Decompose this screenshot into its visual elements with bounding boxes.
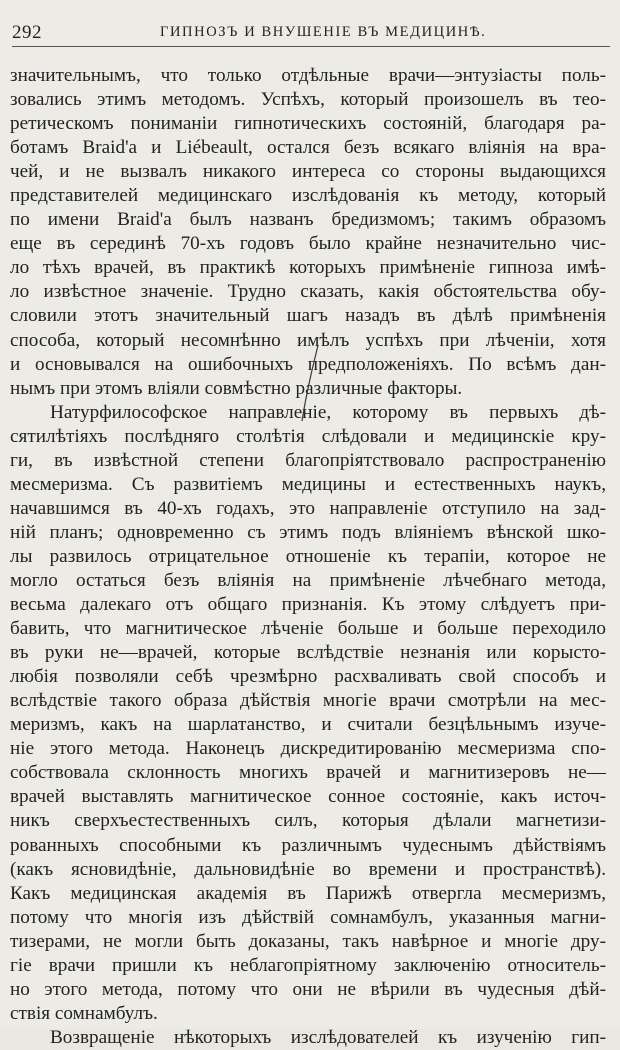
text-line: весьма далекаго отъ общаго признанія. Къ этому слѣдуетъ при-: [10, 594, 606, 616]
text-line: значительнымъ, что только отдѣльные врачи—энтузіасты поль-: [10, 65, 606, 86]
text-line: гіе врачи пришли къ неблагопріятному заключенію относитель-: [10, 954, 606, 976]
paragraph-first-line: Возвращеніе нѣкоторыхъ изслѣдователей къ изученію гип-: [50, 1026, 606, 1048]
paragraph-end-line: ствія сомнамбулъ.: [10, 1002, 158, 1024]
text-line: любія позволяли себѣ чрезмѣрно расхваливать свой способъ и: [10, 666, 606, 688]
text-line: сятилѣтіяхъ послѣдняго столѣтія слѣдовали и медицинскіе кру-: [10, 425, 606, 447]
running-head: [12, 22, 612, 46]
text-line: словили этотъ значительный шагъ назадъ въ дѣлѣ примѣненія: [10, 305, 606, 327]
text-line: способа, который несомнѣнно имѣлъ успѣхъ при лѣченіи, хотя: [10, 329, 606, 351]
paragraph-end-line: нымъ при этомъ вліяли совмѣстно различные факторы.: [10, 377, 463, 399]
body-text: [10, 64, 606, 1050]
text-line: ніе этого метода. Наконецъ дискредитированію месмеризма спо-: [10, 738, 606, 760]
running-title: ГИПНОЗЪ И ВНУШЕНІЕ ВЪ МЕДИЦИНѢ.: [160, 24, 487, 40]
page-number: 292: [12, 22, 42, 43]
text-line: въ руки не—врачей, которые вслѣдствіе незнанія или корысто-: [10, 642, 606, 664]
text-line: никъ сверхъестественныхъ силъ, которыя дѣлали магнетизи-: [10, 810, 606, 832]
text-line: (какъ ясновидѣніе, дальновидѣніе во времени и пространствѣ).: [10, 858, 606, 880]
text-line: представителей медицинскаго изслѣдованія къ методу, который: [10, 185, 606, 207]
text-line: ній планъ; одновременно съ этимъ подъ вліяніемъ вѣнской шко-: [10, 521, 606, 543]
text-line: еще въ серединѣ 70-хъ годовъ было крайне незначительно чис-: [10, 233, 606, 255]
text-line: ботамъ Braid'а и Liébeault, остался безъ всякаго вліянія на вра-: [10, 137, 606, 159]
text-line: могло остаться безъ вліянія на примѣненіе лѣчебнаго метода,: [10, 569, 606, 591]
text-line: тизерами, не могли быть доказаны, такъ навѣрное и многіе дру-: [10, 930, 606, 952]
paragraph-first-line: Натурфилософское направленіе, которому въ первыхъ дѣ-: [50, 401, 606, 423]
text-line: собствовала склонность многихъ врачей и магнитизеровъ не—: [10, 762, 606, 784]
text-line: и основывался на ошибочныхъ предположеніяхъ. По всѣмъ дан-: [10, 353, 606, 375]
header-rule: [12, 46, 610, 47]
text-line: меризмъ, какъ на шарлатанство, и считали безцѣльнымъ изуче-: [10, 714, 606, 736]
text-line: ги, въ извѣстной степени благопріятствовало распространенію: [10, 449, 606, 471]
text-line: лы развилось отрицательное отношеніе къ терапіи, которое не: [10, 545, 606, 567]
text-line: рованныхъ способными къ различнымъ чудеснымъ дѣйствіямъ: [10, 834, 606, 856]
text-line: месмеризма. Съ развитіемъ медицины и естественныхъ наукъ,: [10, 473, 606, 495]
text-line: вслѣдствіе такого образа дѣйствія многіе врачи смотрѣли на мес-: [10, 690, 606, 712]
text-line: Какъ медицинская академія въ Парижѣ отвергла месмеризмъ,: [10, 882, 606, 904]
text-line: ло тѣхъ врачей, въ практикѣ которыхъ примѣненіе гипноза имѣ-: [10, 257, 606, 279]
text-line: потому что многія изъ дѣйствій сомнамбулъ, указанныя магни-: [10, 906, 606, 928]
text-line: начавшимся въ 40-хъ годахъ, это направленіе отступило на зад-: [10, 497, 606, 519]
text-line: по имени Braid'а былъ названъ бредизмомъ; такимъ образомъ: [10, 209, 606, 231]
pencil-mark: [292, 343, 322, 423]
text-line: ретическомъ пониманіи гипнотическихъ состояній, благодаря ра-: [10, 113, 606, 135]
text-line: врачей выставлять магнитическое сонное состояніе, какъ источ-: [10, 786, 606, 808]
text-line: зовались этимъ методомъ. Успѣхъ, который произошелъ въ тео-: [10, 89, 606, 111]
text-line: чей, и не вызвалъ никакого интереса со стороны выдающихся: [10, 161, 606, 183]
text-line: но этого метода, потому что они не вѣрили въ чудесныя дѣй-: [10, 978, 606, 1000]
text-line: ло извѣстное значеніе. Трудно сказать, какія обстоятельства обу-: [10, 281, 606, 303]
text-line: бавить, что магнитическое лѣченіе больше и больше переходило: [10, 618, 606, 640]
